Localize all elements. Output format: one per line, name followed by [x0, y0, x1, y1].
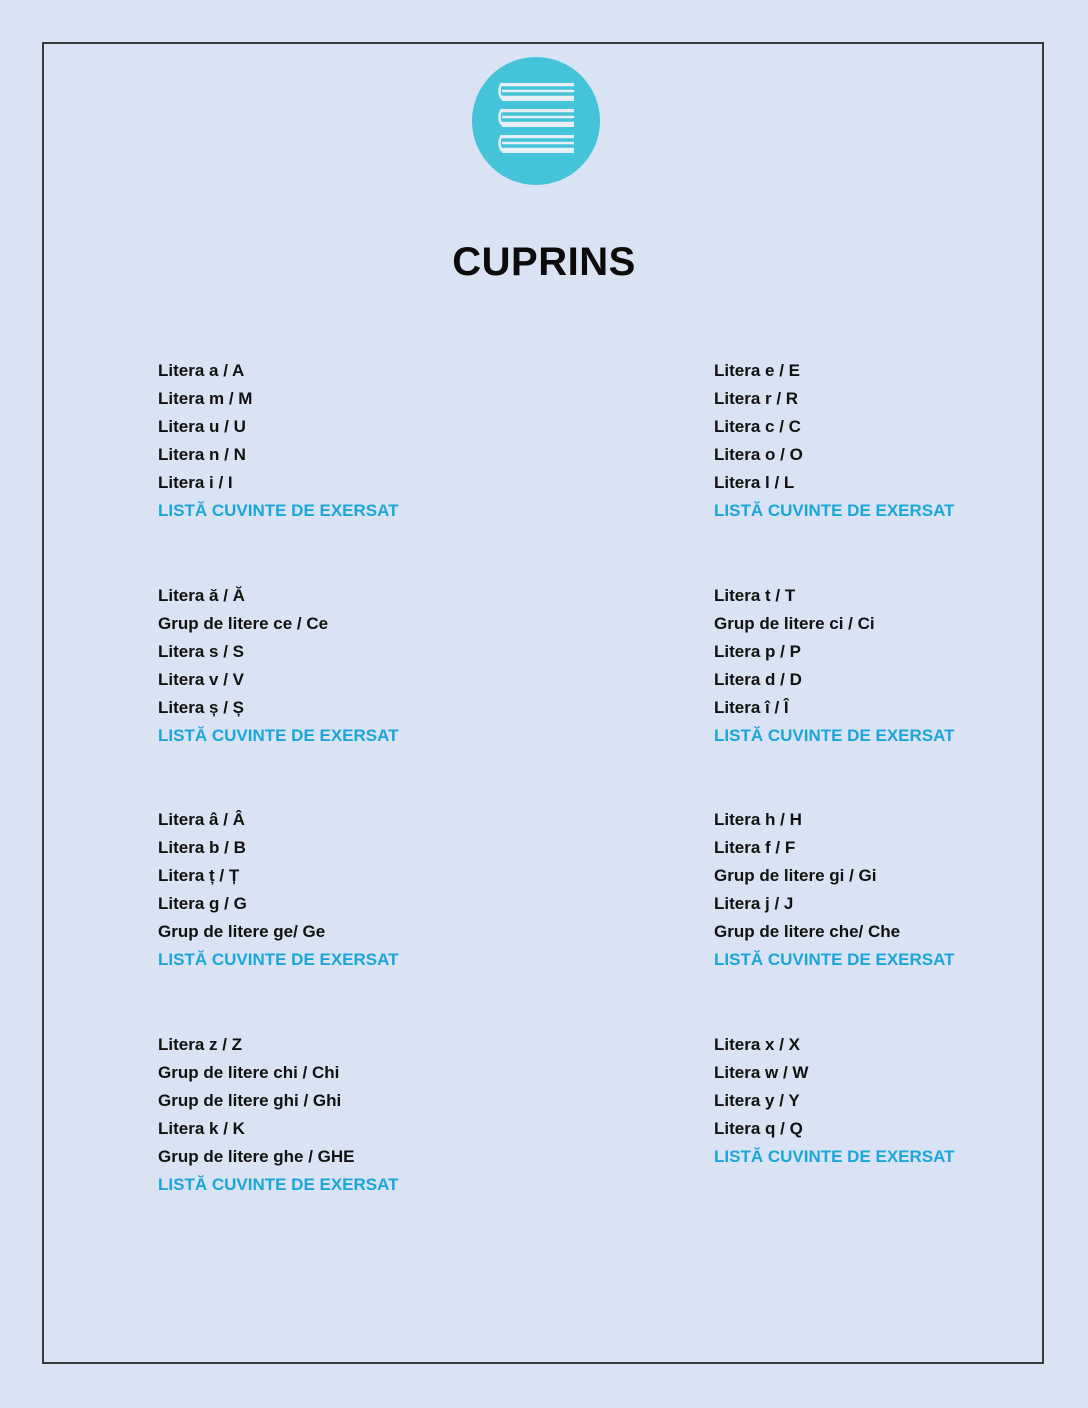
practice-word-list-link[interactable]: LISTĂ CUVINTE DE EXERSAT — [158, 1174, 399, 1194]
page-title: CUPRINS — [452, 240, 636, 284]
toc-entry[interactable]: Litera f / F — [714, 838, 796, 857]
toc-entry[interactable]: Litera h / H — [714, 810, 802, 829]
toc-entry[interactable]: Litera o / O — [714, 445, 803, 464]
toc-entry[interactable]: Grup de litere gi / Gi — [714, 866, 877, 885]
toc-left-column — [158, 357, 399, 1255]
toc-entry[interactable]: Litera î / Î — [714, 697, 789, 717]
toc-entry[interactable]: Grup de litere che/ Che — [714, 922, 901, 941]
toc-entry[interactable]: Litera p / P — [714, 641, 801, 661]
toc-entry[interactable]: Grup de litere ge/ Ge — [158, 922, 326, 941]
toc-entry[interactable]: Litera l / L — [714, 473, 795, 492]
toc-entry[interactable]: Grup de litere ce / Ce — [158, 613, 329, 633]
toc-entry[interactable]: Litera ș / Ș — [158, 697, 244, 717]
toc-entry[interactable]: Grup de litere ci / Ci — [714, 613, 875, 633]
toc-entry[interactable]: Litera j / J — [714, 894, 794, 913]
toc-entry[interactable]: Litera t / T — [714, 585, 796, 605]
toc-group — [158, 806, 399, 1031]
toc-group — [714, 1031, 955, 1256]
toc-entry[interactable]: Grup de litere chi / Chi — [158, 1062, 340, 1082]
toc-entry[interactable]: Litera z / Z — [158, 1034, 243, 1054]
toc-right-column — [714, 357, 955, 1255]
toc-group — [158, 357, 399, 582]
toc-entry[interactable]: Litera a / A — [158, 361, 245, 380]
practice-word-list-link[interactable]: LISTĂ CUVINTE DE EXERSAT — [158, 725, 399, 745]
toc-entry[interactable]: Litera q / Q — [714, 1118, 803, 1138]
toc-entry[interactable]: Litera m / M — [158, 389, 253, 408]
toc-entry[interactable]: Litera c / C — [714, 417, 801, 436]
toc-entry[interactable]: Litera b / B — [158, 838, 246, 857]
toc-entry[interactable]: Litera y / Y — [714, 1090, 800, 1110]
toc-entry[interactable]: Litera â / Â — [158, 810, 245, 829]
toc-entry[interactable]: Litera r / R — [714, 389, 799, 408]
toc-entry[interactable]: Litera ă / Ă — [158, 585, 245, 605]
practice-word-list-link[interactable]: LISTĂ CUVINTE DE EXERSAT — [714, 1146, 955, 1166]
toc-entry[interactable]: Litera e / E — [714, 361, 800, 380]
books-stack-icon — [472, 57, 600, 185]
toc-entry[interactable]: Litera x / X — [714, 1034, 800, 1054]
toc-entry[interactable]: Litera g / G — [158, 894, 247, 913]
practice-word-list-link[interactable]: LISTĂ CUVINTE DE EXERSAT — [158, 950, 399, 969]
practice-word-list-link[interactable]: LISTĂ CUVINTE DE EXERSAT — [714, 725, 955, 745]
toc-entry[interactable]: Litera k / K — [158, 1118, 245, 1138]
toc-entry[interactable]: Litera v / V — [158, 669, 244, 689]
toc-entry[interactable]: Litera n / N — [158, 445, 246, 464]
practice-word-list-link[interactable]: LISTĂ CUVINTE DE EXERSAT — [158, 501, 399, 520]
toc-group — [158, 582, 399, 807]
toc-group — [158, 1031, 399, 1256]
toc-entry[interactable]: Grup de litere ghe / GHE — [158, 1146, 355, 1166]
practice-word-list-link[interactable]: LISTĂ CUVINTE DE EXERSAT — [714, 950, 955, 969]
toc-group — [714, 582, 955, 807]
toc-group — [714, 806, 955, 1031]
toc-entry[interactable]: Litera s / S — [158, 641, 244, 661]
toc-entry[interactable]: Litera i / I — [158, 473, 233, 492]
toc-entry[interactable]: Litera u / U — [158, 417, 246, 436]
toc-entry[interactable]: Litera w / W — [714, 1062, 809, 1082]
practice-word-list-link[interactable]: LISTĂ CUVINTE DE EXERSAT — [714, 501, 955, 520]
toc-entry[interactable]: Litera d / D — [714, 669, 802, 689]
toc-entry[interactable]: Grup de litere ghi / Ghi — [158, 1090, 342, 1110]
toc-entry[interactable]: Litera ț / Ț — [158, 866, 240, 885]
toc-group — [714, 357, 955, 582]
